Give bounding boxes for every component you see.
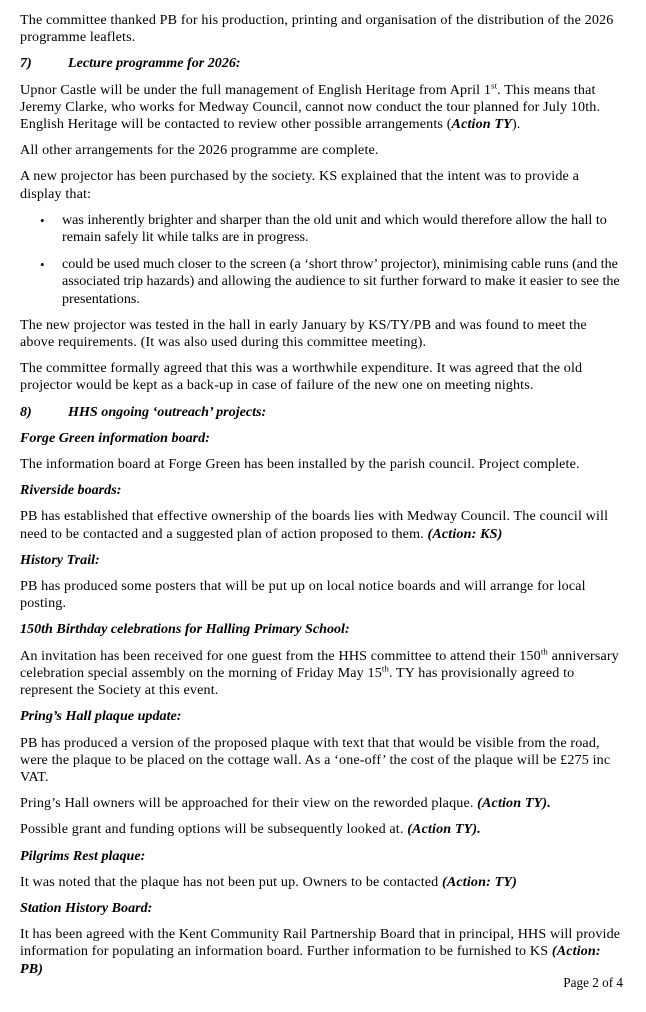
heading-item-7-title: Lecture programme for 2026: <box>68 55 241 72</box>
pilgrims-text: It was noted that the plaque has not been put up. Owners to be contacted <box>20 873 443 890</box>
heading-item-7-number: 7) <box>20 55 32 72</box>
heading-item-8-number: 8) <box>20 403 32 420</box>
prings-owners-text: Pring’s Hall owners will be approached for their view on the reworded plaque. <box>20 795 478 812</box>
action-tag-grant: (Action TY). <box>407 821 481 838</box>
heading-item-7 <box>20 55 623 72</box>
birthday-ordinal-suffix-1: th <box>540 646 548 656</box>
paragraph-prings-hall-plaque: PB has produced a version of the proposed plaque with text that that would be visible from the road, were the plaque to be placed on the cottage wall. As a ‘one-off’ the cost of the plaque will be £275 inc VAT. <box>20 734 611 785</box>
heading-item-8 <box>20 404 623 421</box>
list-item: • could be used much closer to the screen (a ‘short throw’ projector), minimising cable runs (and the associated trip hazards) and allowing the audience to sit further forward to make it easier to see the presentations. <box>20 256 623 308</box>
upnor-text-b: . This means that Jeremy Clarke, who works for Medway Council, cannot now conduct the tour planned for July 10th. English Heritage will be contacted to review other possible arrangements ( <box>20 81 601 133</box>
paragraph-history-trail: PB has produced some posters that will be put up on local notice boards and will arrange for local posting. <box>20 578 586 612</box>
subheading-station-history-board: Station History Board: <box>20 899 153 916</box>
action-tag-riverside: (Action: KS) <box>427 525 503 542</box>
upnor-ordinal-suffix: st <box>491 79 498 90</box>
subheading-150th-birthday: 150th Birthday celebrations for Halling Primary School: <box>20 621 350 638</box>
paragraph-prings-hall-owners <box>20 795 623 812</box>
paragraph-all-other-arrangements: All other arrangements for the 2026 programme are complete. <box>20 142 379 159</box>
action-tag-pilgrims: (Action: TY) <box>442 873 517 890</box>
subheading-history-trail: History Trail: <box>20 551 100 568</box>
subheading-pilgrims-rest-plaque: Pilgrims Rest plaque: <box>20 847 146 864</box>
upnor-text-c: ). <box>511 116 521 133</box>
paragraph-projector-agreed: The committee formally agreed that this was a worthwhile expenditure. It was agreed that the old projector would be kept as a back-up in case of failure of the new one on meeting nights. <box>20 360 583 394</box>
list-item: • was inherently brighter and sharper than the old unit and which would therefore allow the hall to remain safely lit while talks are in progress. <box>20 212 623 246</box>
paragraph-pilgrims-rest <box>20 874 623 891</box>
paragraph-intro: The committee thanked PB for his production, printing and organisation of the distribution of the 2026 programme leaflets. <box>20 12 614 46</box>
birthday-text-c: . TY has provisionally agreed to represent the Society at this event. <box>20 664 575 699</box>
paragraph-projector-intro: A new projector has been purchased by the society. KS explained that the intent was to provide a display that: <box>20 168 579 202</box>
station-text: It has been agreed with the Kent Community Rail Partnership Board that in principal, HHS will provide information for populating an information board. Further information to be furnished to KS <box>20 926 621 960</box>
subheading-riverside-boards: Riverside boards: <box>20 482 122 499</box>
action-tag-prings-owners: (Action TY). <box>477 795 551 812</box>
paragraph-upnor-castle <box>20 79 623 134</box>
paragraph-forge-green: The information board at Forge Green has been installed by the parish council. Project complete. <box>20 456 580 473</box>
action-tag-upnor: Action TY <box>451 116 512 133</box>
birthday-ordinal-suffix-2: th <box>381 663 389 674</box>
action-tag-station: (Action: PB) <box>20 943 601 977</box>
birthday-text-a: An invitation has been received for one guest from the HHS committee to attend their 150 <box>20 647 541 664</box>
birthday-text-b: anniversary celebration special assembly on the morning of Friday May 15 <box>20 647 619 681</box>
heading-item-8-title: HHS ongoing ‘outreach’ projects: <box>68 403 267 420</box>
paragraph-projector-tested: The new projector was tested in the hall in early January by KS/TY/PB and was found to meet the above requirements. (It was also used during this committee meeting). <box>20 316 587 351</box>
paragraph-riverside-boards <box>20 508 623 542</box>
page-footer: Page 2 of 4 <box>563 975 623 990</box>
paragraph-150th-birthday <box>20 648 623 700</box>
subheading-forge-green: Forge Green information board: <box>20 429 210 446</box>
paragraph-grant-funding <box>20 821 623 838</box>
projector-requirements-list <box>20 212 623 308</box>
subheading-prings-hall-plaque: Pring’s Hall plaque update: <box>20 708 182 725</box>
upnor-text-a: Upnor Castle will be under the full management of English Heritage from April 1 <box>20 81 492 98</box>
paragraph-station-history-board <box>20 926 623 978</box>
grant-text: Possible grant and funding options will be subsequently looked at. <box>20 821 408 838</box>
riverside-text: PB has established that effective ownership of the boards lies with Medway Council. The council will need to be contacted and a suggested plan of action proposed to them. <box>20 508 609 542</box>
